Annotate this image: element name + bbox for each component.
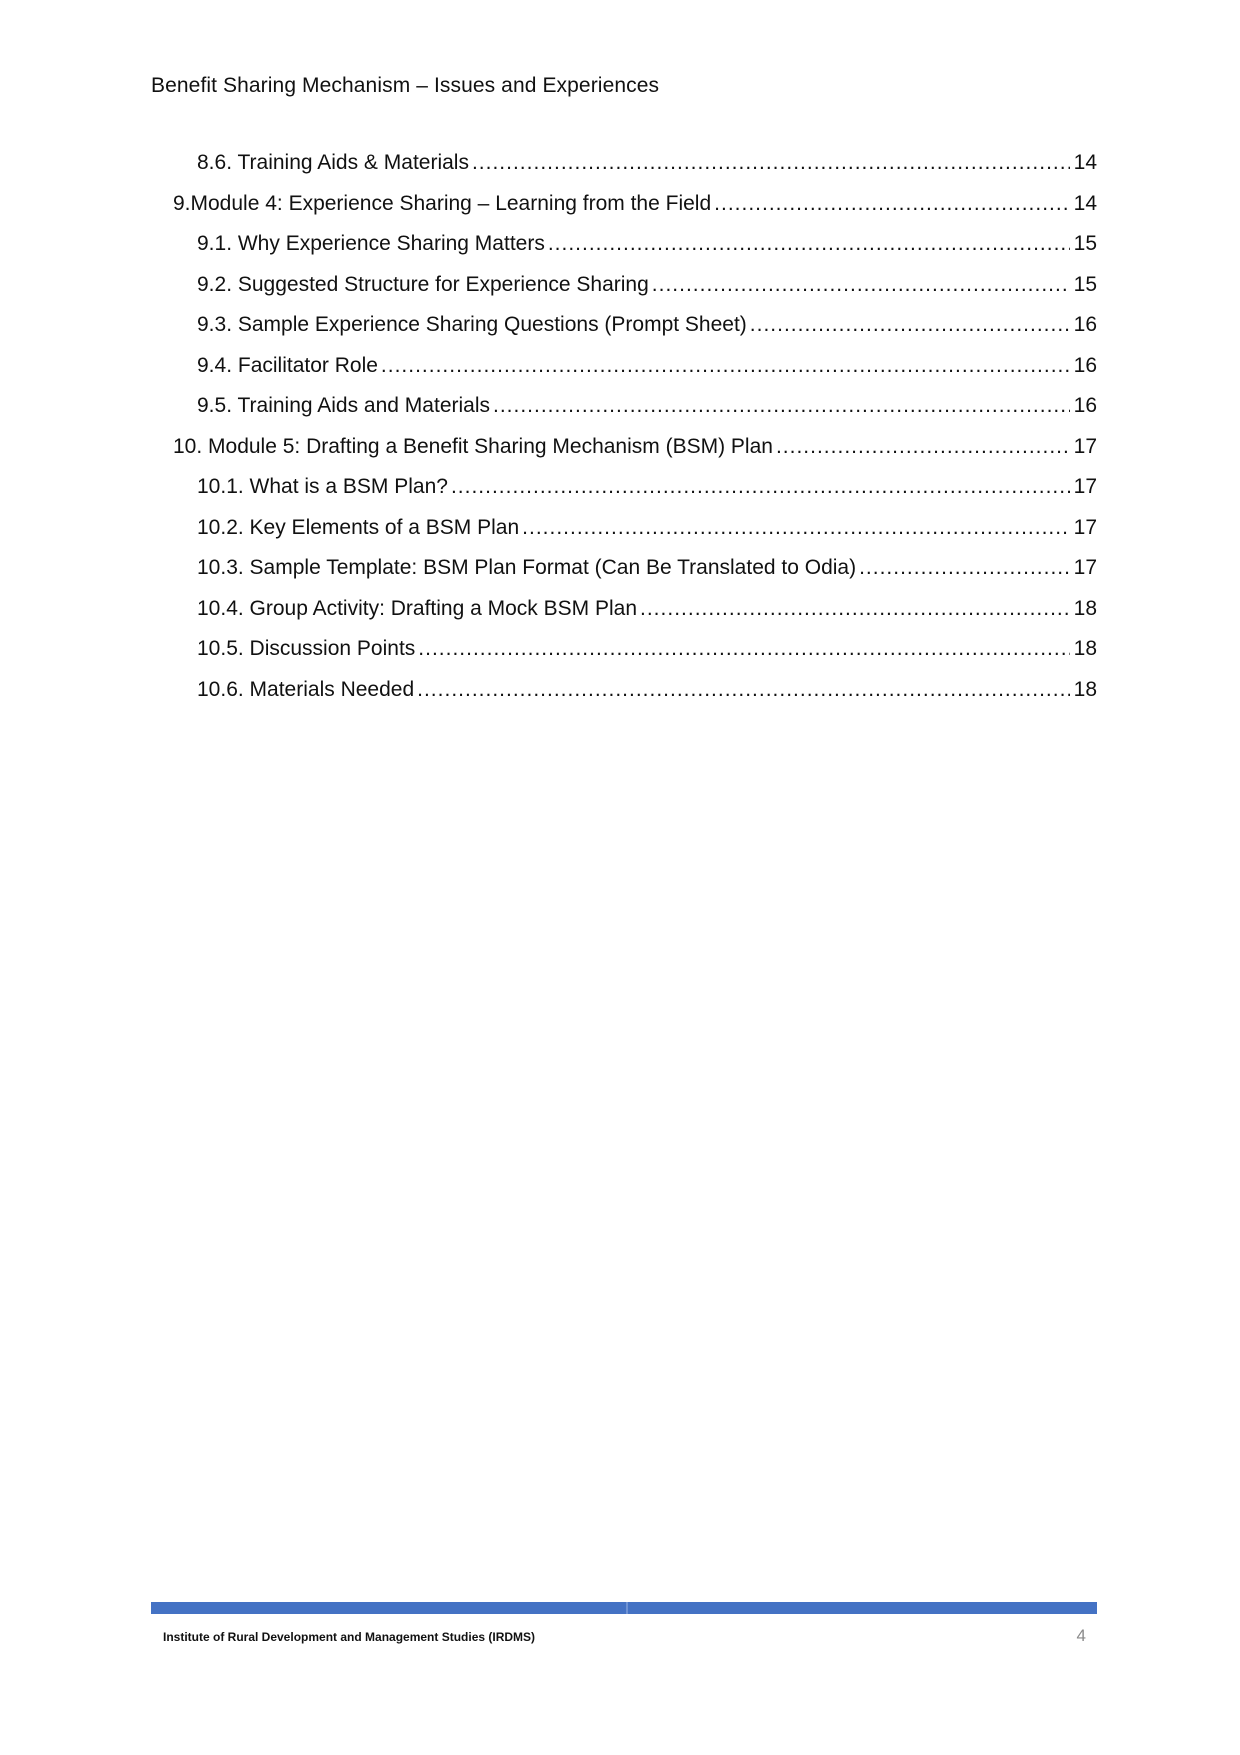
toc-entry-title: 9.3. Sample Experience Sharing Questions (Prompt Sheet)	[197, 313, 747, 336]
toc-entry-9-2[interactable]	[197, 270, 1097, 300]
toc-entry-page: 16	[1073, 394, 1097, 417]
footer-rule	[151, 1602, 1097, 1614]
footer-rule-divider	[626, 1602, 628, 1614]
toc-entry-page: 18	[1073, 637, 1097, 660]
toc-entry-10-2[interactable]	[197, 513, 1097, 543]
toc-entry-10-4[interactable]	[197, 594, 1097, 624]
toc-entry-title: 9.5. Training Aids and Materials	[197, 394, 490, 417]
footer-organization: Institute of Rural Development and Management Studies (IRDMS)	[163, 1630, 536, 1644]
toc-entry-title: 9.4. Facilitator Role	[197, 353, 378, 377]
toc-dot-leader	[859, 553, 1070, 583]
toc-entry-title: 9.2. Suggested Structure for Experience Sharing	[197, 272, 649, 296]
toc-entry-title: 10.2. Key Elements of a BSM Plan	[197, 515, 520, 539]
footer-page-number: 4	[1076, 1626, 1086, 1645]
toc-dot-leader	[652, 270, 1070, 300]
toc-entry-page: 14	[1073, 151, 1097, 174]
toc-dot-leader	[381, 351, 1070, 381]
toc-entry-title: 10. Module 5: Drafting a Benefit Sharing Mechanism (BSM) Plan	[173, 434, 773, 458]
toc-entry-page: 15	[1073, 232, 1097, 255]
toc-entry-title: 10.4. Group Activity: Drafting a Mock BSM Plan	[197, 596, 638, 620]
toc-entry-10-5[interactable]	[197, 634, 1097, 664]
toc-entry-9[interactable]	[173, 189, 1097, 219]
toc-entry-page: 16	[1073, 353, 1097, 377]
toc-entry-title: 10.5. Discussion Points	[197, 637, 416, 660]
toc-entry-page: 17	[1073, 475, 1097, 498]
toc-entry-9-5[interactable]	[197, 391, 1097, 421]
toc-entry-10-6[interactable]	[197, 675, 1097, 705]
running-header: Benefit Sharing Mechanism – Issues and Experiences	[151, 74, 660, 97]
toc-dot-leader	[493, 391, 1070, 421]
toc-entry-title: 10.6. Materials Needed	[197, 677, 415, 701]
toc-entry-10-3[interactable]	[197, 553, 1097, 583]
toc-dot-leader	[522, 513, 1069, 543]
toc-entry-title: 10.1. What is a BSM Plan?	[197, 475, 448, 498]
toc-entry-title: 8.6. Training Aids & Materials	[197, 151, 469, 174]
toc-dot-leader	[640, 594, 1070, 624]
toc-entry-9-3[interactable]	[197, 310, 1097, 340]
toc-entry-8-6[interactable]	[197, 148, 1097, 178]
toc-entry-page: 15	[1073, 272, 1097, 296]
toc-entry-10-1[interactable]	[197, 472, 1097, 502]
toc-dot-leader	[418, 634, 1069, 664]
toc-dot-leader	[472, 148, 1070, 178]
toc-entry-page: 18	[1073, 596, 1097, 620]
toc-dot-leader	[776, 432, 1070, 462]
toc-entry-9-4[interactable]	[197, 351, 1097, 381]
toc-entry-page: 17	[1073, 434, 1097, 458]
toc-entry-page: 17	[1073, 556, 1097, 579]
toc-entry-10[interactable]	[173, 432, 1097, 462]
toc-entry-page: 14	[1073, 191, 1097, 215]
toc-entry-page: 17	[1073, 515, 1097, 539]
toc-dot-leader	[417, 675, 1070, 705]
toc-entry-title: 10.3. Sample Template: BSM Plan Format (Can Be Translated to Odia)	[197, 556, 857, 579]
toc-entry-title: 9.1. Why Experience Sharing Matters	[197, 232, 545, 255]
toc-dot-leader	[750, 310, 1070, 340]
toc-dot-leader	[451, 472, 1070, 502]
toc-entry-page: 16	[1073, 313, 1097, 336]
toc-entry-page: 18	[1073, 677, 1097, 701]
toc-entry-9-1[interactable]	[197, 229, 1097, 259]
toc-entry-title: 9.Module 4: Experience Sharing – Learning from the Field	[173, 191, 712, 215]
toc-dot-leader	[548, 229, 1070, 259]
toc-dot-leader	[714, 189, 1069, 219]
